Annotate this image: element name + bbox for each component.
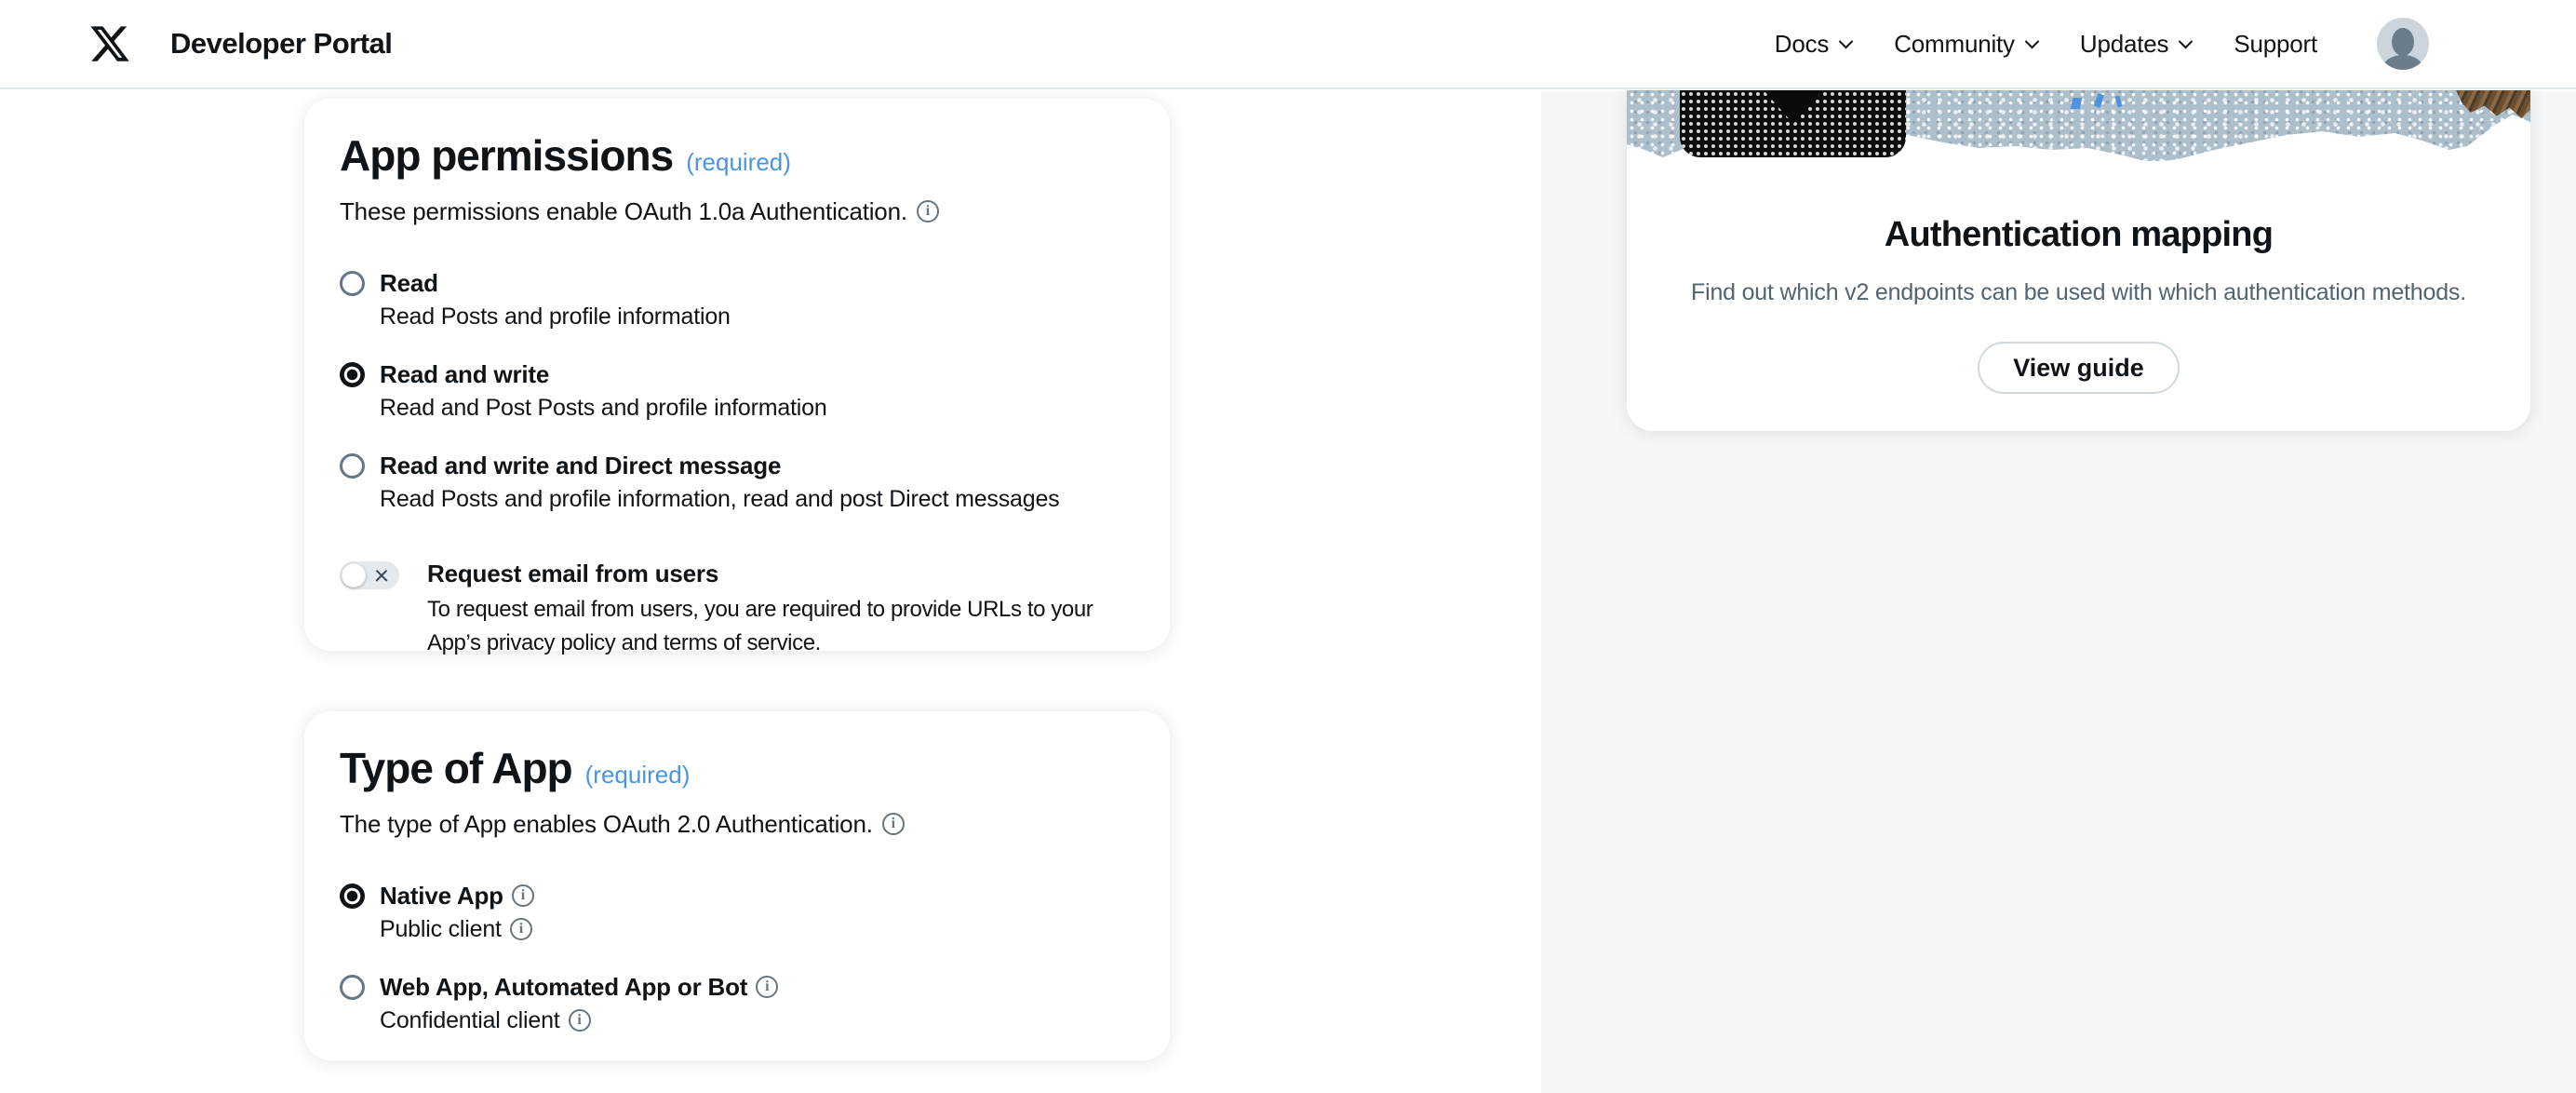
radio-option-read-write-dm[interactable] [340,450,1142,515]
chevron-down-icon [2025,34,2040,48]
radio-read-write-dm-label: Read and write and Direct message [380,452,782,479]
nav-support[interactable] [2234,30,2317,59]
radio-read-write-label: Read and write [380,360,550,388]
info-icon[interactable] [512,884,534,907]
primary-nav [1775,18,2429,70]
request-email-label: Request email from users [427,560,719,587]
radio-read-write[interactable] [340,362,365,387]
view-guide-button[interactable]: View guide [1978,342,2180,394]
app-permissions-subtitle [340,195,1142,228]
permissions-radio-group [340,267,1142,515]
radio-native-app-description: Public client i [380,913,534,945]
radio-read[interactable] [340,271,365,296]
chevron-down-icon [2179,34,2194,48]
subtitle-text: These permissions enable OAuth 1.0a Authentication. [340,197,907,225]
type-of-app-subtitle [340,807,1142,841]
info-icon[interactable] [510,918,532,940]
radio-read-description: Read Posts and profile information [380,304,731,330]
nav-docs[interactable] [1775,30,1851,59]
x-mark-icon [374,569,388,583]
nav-support-label: Support [2234,29,2317,58]
triangle-notch-icon [1764,90,1823,124]
nav-community-label: Community [1894,29,2015,58]
radio-option-read-write[interactable] [340,358,1142,424]
radio-read-label: Read [380,269,438,297]
type-of-app-title [340,743,1142,800]
halftone-illustration [1627,90,2530,161]
type-of-app-card [304,711,1170,1060]
subtitle-text: The type of App enables OAuth 2.0 Authentication. [340,810,873,838]
info-icon[interactable] [917,200,939,223]
guide-description: Find out which v2 endpoints can be used with which authentication methods. [1691,279,2466,305]
user-silhouette-icon [2392,28,2414,56]
request-email-row [340,558,1142,660]
nav-updates-label: Updates [2079,29,2169,58]
radio-web-app-label: Web App, Automated App or Bot i [380,971,778,1003]
radio-option-web-app[interactable] [340,971,1142,1036]
info-icon[interactable] [569,1009,591,1032]
nav-updates[interactable] [2080,30,2191,59]
radio-option-read[interactable] [340,267,1142,332]
radio-native-app[interactable] [340,884,365,909]
app-type-radio-group [340,880,1142,1036]
radio-web-app-description: Confidential client i [380,1005,778,1036]
brand-title: Developer Portal [170,27,393,60]
required-badge: (required) [686,148,791,176]
radio-native-app-label: Native App i [380,880,534,911]
user-silhouette-icon [2382,55,2423,70]
blue-scribble-marks [2072,94,2137,115]
nav-community[interactable] [1894,30,2037,59]
avatar[interactable] [2377,18,2429,70]
request-email-toggle[interactable] [340,561,399,589]
x-logo-icon[interactable] [88,22,131,65]
app-permissions-card [304,99,1170,655]
radio-read-write-description: Read and Post Posts and profile information [380,395,827,421]
info-icon[interactable] [756,976,778,998]
required-badge: (required) [584,761,691,789]
section-title-text: Type of App [340,744,572,792]
app-permissions-title [340,130,1142,187]
guide-title: Authentication mapping [1884,215,2274,254]
request-email-description: To request email from users, you are required to provide URLs to your App’s privacy policy and terms of service. [427,597,1093,655]
toggle-knob [342,563,366,587]
radio-option-native-app[interactable] [340,880,1142,945]
radio-read-write-dm[interactable] [340,453,365,479]
radio-web-app[interactable] [340,975,365,1000]
nav-docs-label: Docs [1774,29,1830,58]
info-icon[interactable] [882,813,905,835]
halftone-device [1680,90,1906,157]
section-title-text: App permissions [340,131,674,180]
chevron-down-icon [1839,34,1854,48]
radio-read-write-dm-description: Read Posts and profile information, read and post Direct messages [380,486,1060,512]
authentication-mapping-card [1627,90,2530,431]
top-nav-bar [0,0,2576,89]
